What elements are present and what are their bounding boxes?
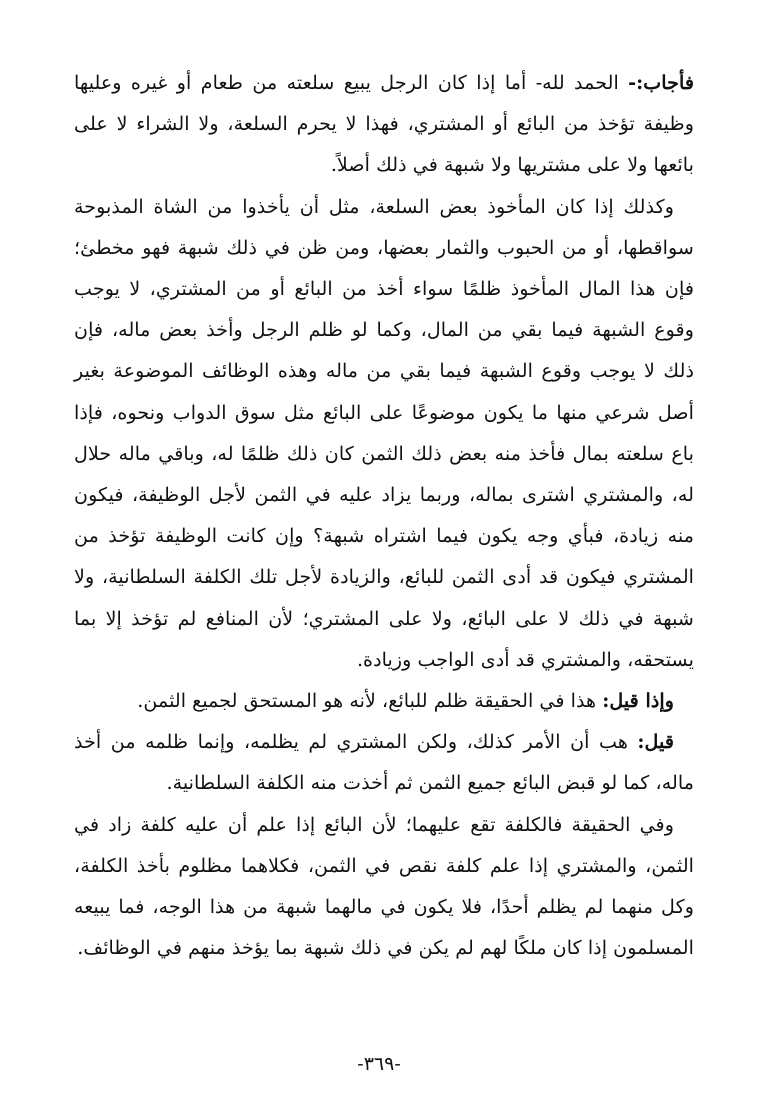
lead-word-reply: قيل: [637, 730, 674, 754]
paragraph-text: هذا في الحقيقة ظلم للبائع، لأنه هو المستحق لجميع الثمن. [137, 689, 603, 713]
paragraph-text: الحمد لله- أما إذا كان الرجل يبيع سلعته من طعام أو غيره وعليها وظيفة تؤخذ من البائع أو المشتري، فهذا لا يحرم السلعة، ولا الشراء لا على بائعها ولا على مشتريها ولا شبهة في ذلك أصلاً. [74, 71, 694, 177]
paragraph-likewise [74, 186, 694, 680]
page-number: -٣٦٩- [357, 1053, 401, 1075]
paragraph-objection [74, 680, 694, 721]
page-body [74, 62, 694, 968]
lead-word-if-said: وإذا قيل: [602, 689, 674, 713]
paragraph-text: وكذلك إذا كان المأخوذ بعض السلعة، مثل أن يأخذوا من الشاة المذبوحة سواقطها، أو من الحبوب والثمار بعضها، ومن ظن في ذلك شبهة فهو مخطئ؛ فإن هذا المال المأخوذ ظلمًا سواء أخذ من البائع أو من المشتري، لا يوجب وقوع الشبهة فيما بقي من المال، وكما لو ظلم الرجل وأخذ بعض ماله، فإن ذلك لا يوجب وقوع الشبهة فيما بقي من ماله وهذه الوظائف الموضوعة بغير أصل شرعي منها ما يكون موضوعًا على البائع مثل سوق الدواب ونحوه، فإذا باع سلعته بمال فأخذ منه بعض ذلك الثمن كان ذلك ظلمًا له، وباقي ماله حلال له، والمشتري اشترى بماله، وربما يزاد عليه في الثمن لأجل الوظيفة، فيكون منه زيادة، فبأي وجه يكون فيما اشتراه شبهة؟ وإن كانت الوظيفة تؤخذ من المشتري فيكون قد أدى الثمن للبائع، والزيادة لأجل تلك الكلفة السلطانية، ولا شبهة في ذلك لا على البائع، ولا على المشتري؛ لأن المنافع لم تؤخذ إلا بما يستحقه، والمشتري قد أدى الواجب وزيادة. [74, 194, 694, 671]
paragraph-reply [74, 721, 694, 803]
paragraph-text: وفي الحقيقة فالكلفة تقع عليهما؛ لأن البائع إذا علم أن عليه كلفة زاد في الثمن، والمشتري إذا علم كلفة نقص في الثمن، فكلاهما مظلوم بأخذ الكلفة، وكل منهما لم يظلم أحدًا، فلا يكون في مالهما شبهة من هذا الوجه، فما يبيعه المسلمون إذا كان ملكًا لهم لم يكن في ذلك شبهة بما يؤخذ منهم في الوظائف. [74, 812, 694, 960]
paragraph-text: هب أن الأمر كذلك، ولكن المشتري لم يظلمه، وإنما ظلمه من أخذ ماله، كما لو قبض البائع جميع الثمن ثم أخذت منه الكلفة السلطانية. [74, 730, 694, 795]
paragraph-conclusion [74, 804, 694, 969]
lead-word-answer: فأجاب:- [628, 71, 694, 94]
paragraph-answer [74, 62, 694, 186]
